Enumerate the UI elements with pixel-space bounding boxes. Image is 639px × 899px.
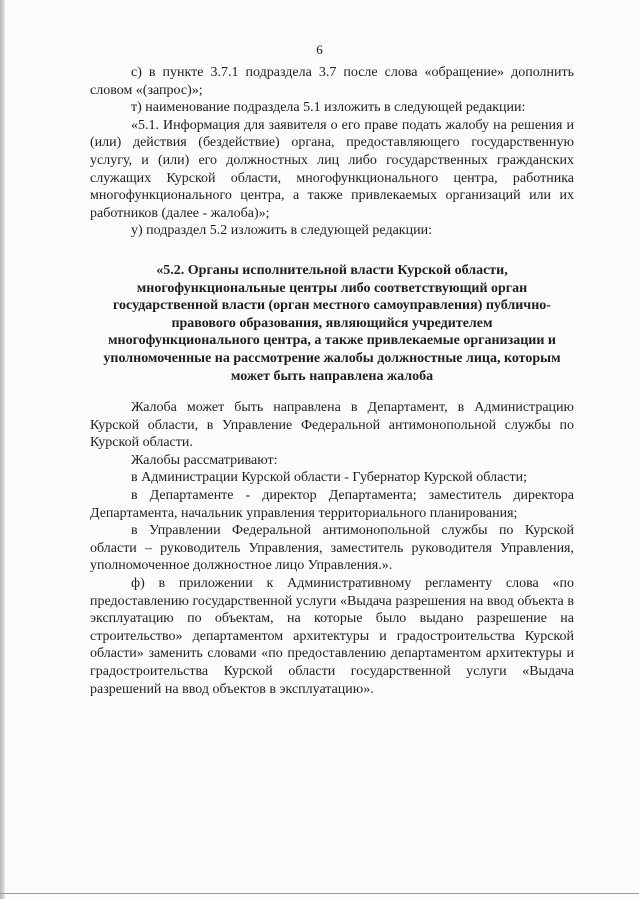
paragraph-t: т) наименование подраздела 5.1 изложить в следующей редакции:: [131, 100, 526, 116]
paragraph-f: ф) в приложении к Административному регламенту слова «по предоставлению государственной услуги «Выдача разрешения на ввод объекта в эксплуатацию по объектам, на которые было выдано разрешение на строительство» департаментом архитектуры и градостроительства Курской области» заменить словами «по предоставлению департаментом архитектуры и градостроительства Курской области государственной услуги «Выдача разрешений на ввод объектов в эксплуатацию».: [90, 576, 574, 697]
paragraph-5-1: «5.1. Информация для заявителя о его праве подать жалобу на решения и (или) действия (бездействие) органа, предоставляющего государственную услугу, и (или) его должностных лиц либо государственных гражданских служащих Курской области, многофункционального центра, работника многофункционального центра, а также привлекаемых организаций или их работников (далее - жалоба)»;: [90, 117, 574, 221]
paragraph-department: в Департаменте - директор Департамента; заместитель директора Департамента, начальник управления территориального планирования;: [90, 488, 574, 521]
paragraph-administration: в Администрации Курской области - Губернатор Курской области;: [131, 470, 527, 486]
document-body: [90, 64, 574, 698]
scan-left-edge: [0, 0, 5, 899]
paragraph-u: у) подраздел 5.2 изложить в следующей редакции:: [131, 223, 432, 239]
page-number: 6: [316, 42, 323, 57]
paragraph-fas: в Управлении Федеральной антимонопольной службы по Курской области – руководитель Управления, заместитель руководителя Управления, уполномоченное должностное лицо Управления.».: [90, 523, 574, 574]
section-heading-5-2: «5.2. Органы исполнительной власти Курской области, многофункциональные центры либо соответствующий орган государственной власти (орган местного самоуправления) публично-правового образования, являющийся учредителем многофункционального центра, а также привлекаемые организации и уполномоченные на рассмотрение жалобы должностные лица, которым может быть направлена жалоба: [103, 262, 561, 384]
scan-bottom-edge: [0, 893, 639, 894]
paragraph-complaint-directed: Жалоба может быть направлена в Департамент, в Администрацию Курской области, в Управление Федеральной антимонопольной службы по Курской области.: [90, 400, 574, 451]
paragraph-reviewers: Жалобы рассматривают:: [131, 452, 278, 468]
paragraph-c: с) в пункте 3.7.1 подраздела 3.7 после слова «обращение» дополнить словом «(запрос)»;: [90, 65, 574, 98]
